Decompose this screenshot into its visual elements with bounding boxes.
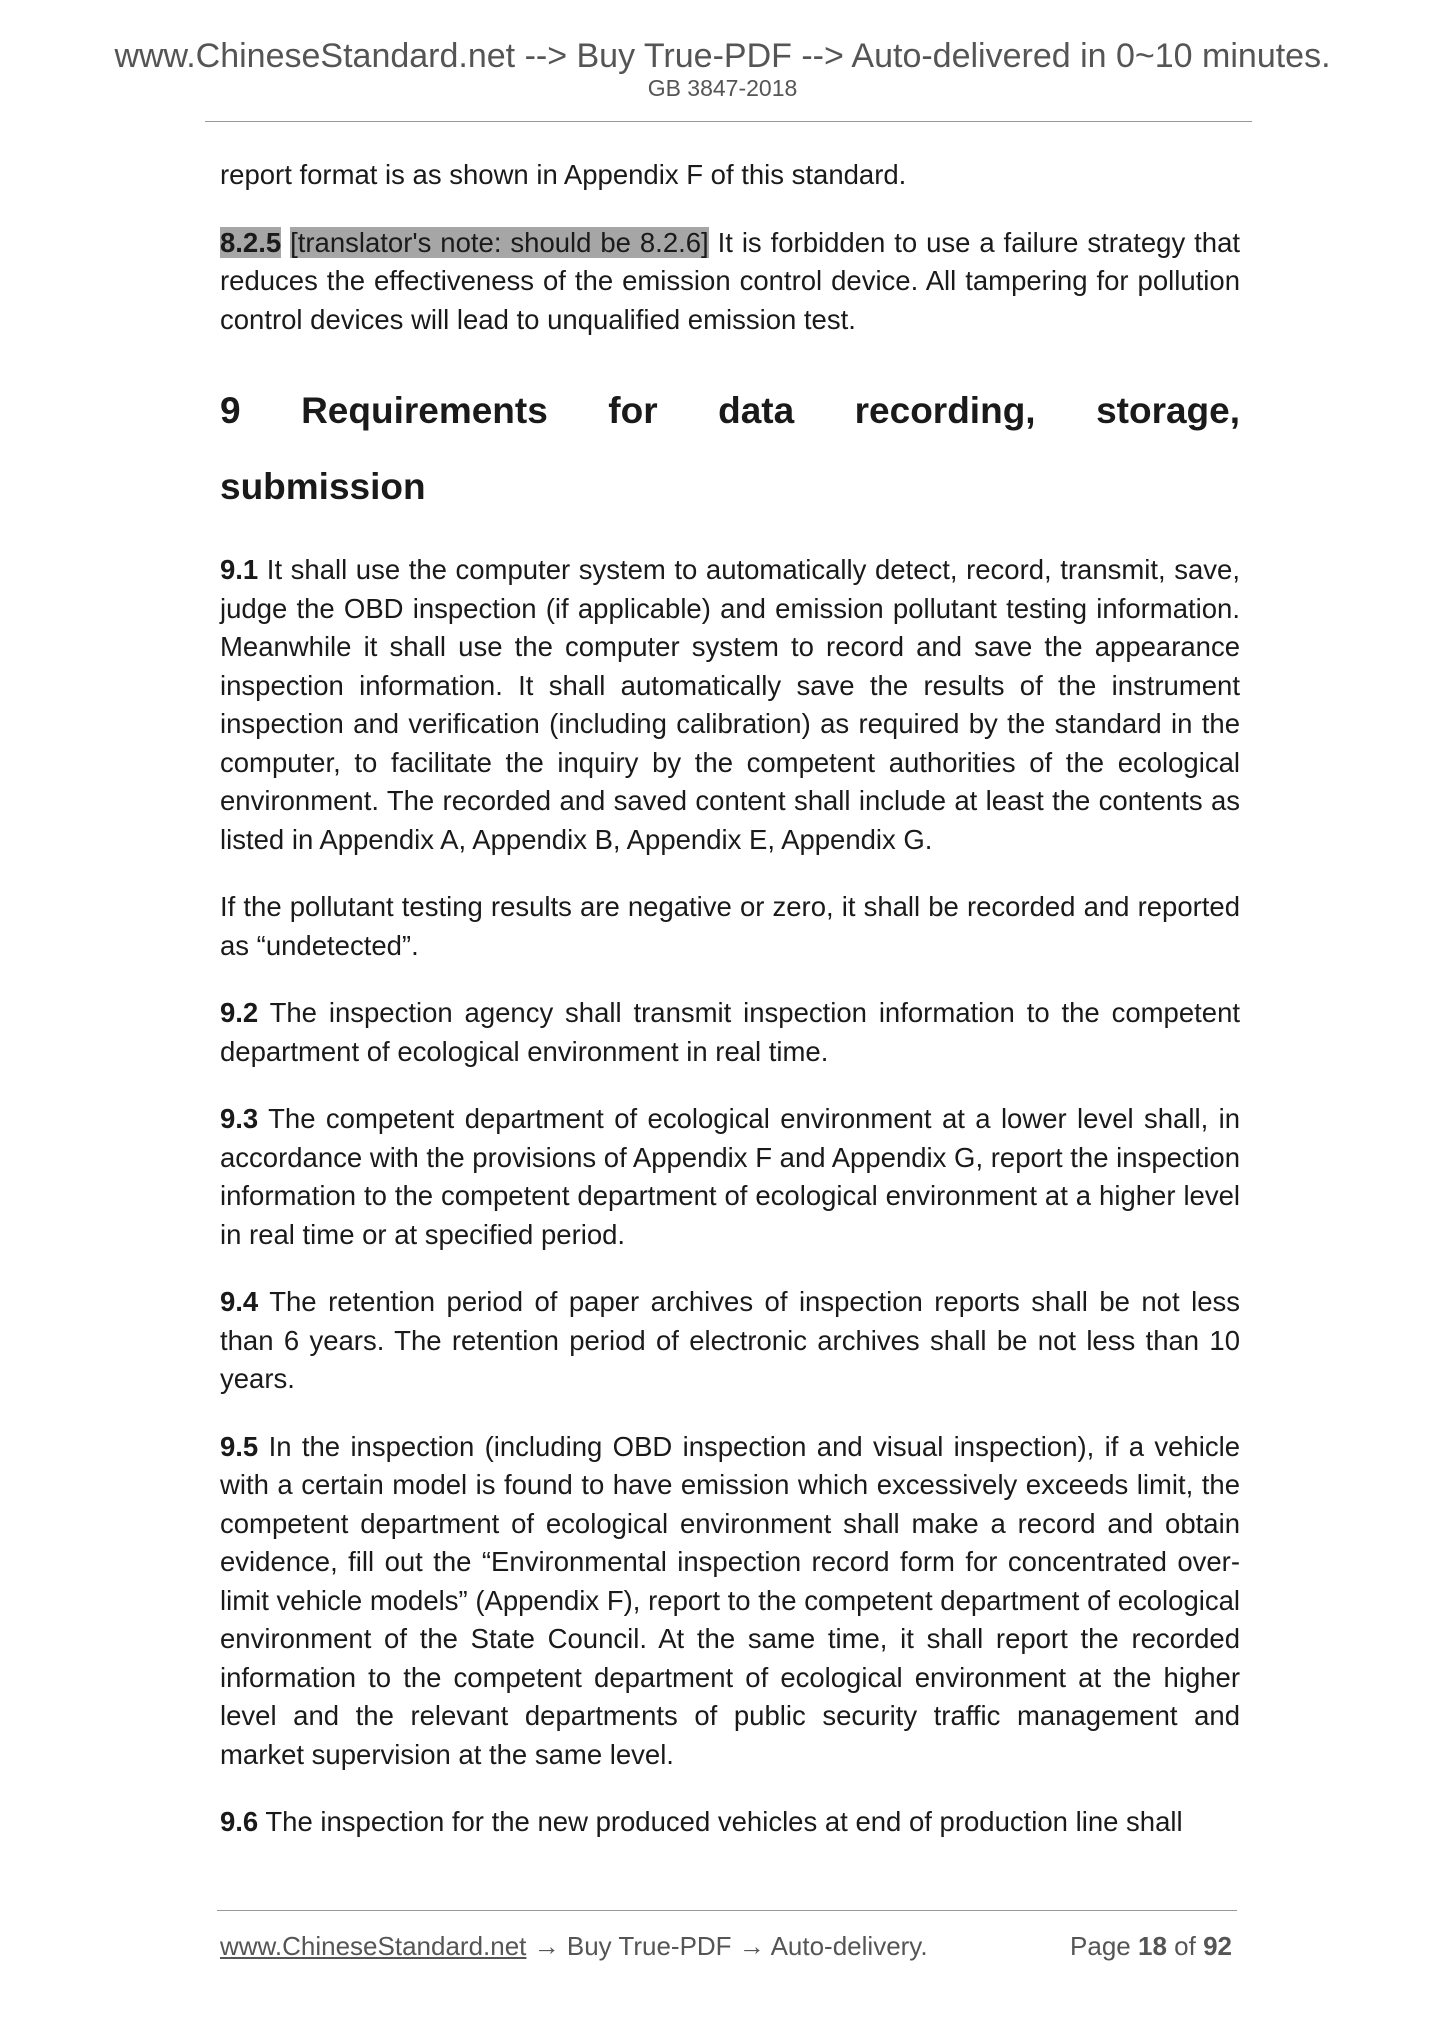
- page-current: 18: [1138, 1931, 1167, 1961]
- clause-number: 9.4: [220, 1286, 259, 1317]
- page-label: Page: [1070, 1931, 1131, 1961]
- heading-word: 9: [220, 390, 241, 431]
- header-divider: [205, 121, 1252, 122]
- document-code: GB 3847-2018: [647, 75, 798, 101]
- clause-text: The competent department of ecological environment at a lower level shall, in accordance with the provisions of Appendix F and Appendix G, report the inspection information to the competent department of ecological environment at a higher level in real time or at specified period.: [220, 1103, 1240, 1250]
- clause-number: 9.6: [220, 1806, 259, 1837]
- clause-9-6: [220, 1803, 1240, 1842]
- clause-text: It shall use the computer system to automatically detect, record, transmit, save, judge the OBD inspection (if applicable) and emission pollutant testing information. Meanwhile it shall use the computer system to record and save the appearance inspection information. It shall automatically save the results of the instrument inspection and verification (including calibration) as required by the standard in the computer, to facilitate the inquiry by the competent authorities of the ecological environment. The recorded and saved content shall include at least the contents as listed in Appendix A, Appendix B, Appendix E, Appendix G.: [220, 554, 1240, 855]
- translator-note: [translator's note: should be 8.2.6]: [290, 226, 709, 258]
- paragraph-continuation: report format is as shown in Appendix F of this standard.: [220, 159, 907, 190]
- clause-9-1-note: If the pollutant testing results are negative or zero, it shall be recorded and reported as “undetected”.: [220, 891, 1240, 961]
- section-heading-9: [220, 373, 1240, 525]
- clause-9-1: [220, 551, 1240, 859]
- footer-promo: [220, 1928, 928, 1964]
- clause-9-2: [220, 994, 1240, 1071]
- clause-8-2-5: [220, 224, 1240, 340]
- footer-promo-text: → Buy True-PDF → Auto-delivery.: [526, 1931, 928, 1961]
- heading-word: recording,: [854, 390, 1036, 431]
- heading-line-2: submission: [220, 466, 426, 507]
- heading-word: Requirements: [301, 390, 548, 431]
- clause-text: The inspection agency shall transmit inspection information to the competent department of ecological environment in real time.: [220, 997, 1240, 1067]
- clause-number: 9.1: [220, 554, 259, 585]
- heading-word: data: [718, 390, 795, 431]
- footer-site-link[interactable]: www.ChineseStandard.net: [220, 1931, 527, 1961]
- footer-divider: [217, 1910, 1237, 1911]
- page-total: 92: [1203, 1931, 1232, 1961]
- of-label: of: [1174, 1931, 1196, 1961]
- heading-word: storage,: [1096, 390, 1240, 431]
- clause-number: 9.3: [220, 1103, 259, 1134]
- clause-text: In the inspection (including OBD inspection and visual inspection), if a vehicle with a certain model is found to have emission which excessively exceeds limit, the competent department of ecological environment shall make a record and obtain evidence, fill out the “Environmental inspection record form for concentrated over-limit vehicle models” (Appendix F), report to the competent department of ecological environment of the State Council. At the same time, it shall report the recorded information to the competent department of ecological environment at the higher level and the relevant departments of public security traffic management and market supervision at the same level.: [220, 1430, 1240, 1770]
- clause-number: 9.2: [220, 997, 259, 1028]
- clause-text: The inspection for the new produced vehicles at end of production line shall: [258, 1806, 1183, 1837]
- top-banner: www.ChineseStandard.net --> Buy True-PDF --> Auto-delivered in 0~10 minutes.: [114, 37, 1331, 75]
- clause-number: 8.2.5: [220, 226, 282, 258]
- clause-text: The retention period of paper archives of inspection reports shall be not less than 6 years. The retention period of electronic archives shall be not less than 10 years.: [220, 1286, 1240, 1394]
- clause-number: 9.5: [220, 1430, 259, 1462]
- clause-9-3: [220, 1100, 1240, 1254]
- heading-word: for: [608, 390, 658, 431]
- clause-9-5: [220, 1428, 1240, 1775]
- page-content: [220, 156, 1240, 1871]
- heading-line-1: [220, 373, 1240, 449]
- clause-9-4: [220, 1283, 1240, 1399]
- page-number: [1070, 1928, 1232, 1964]
- clause-text: It is forbidden to use a failure strategy that reduces the effectiveness of the emission control device. All tampering for pollution control devices will lead to unqualified emission test.: [220, 226, 1241, 335]
